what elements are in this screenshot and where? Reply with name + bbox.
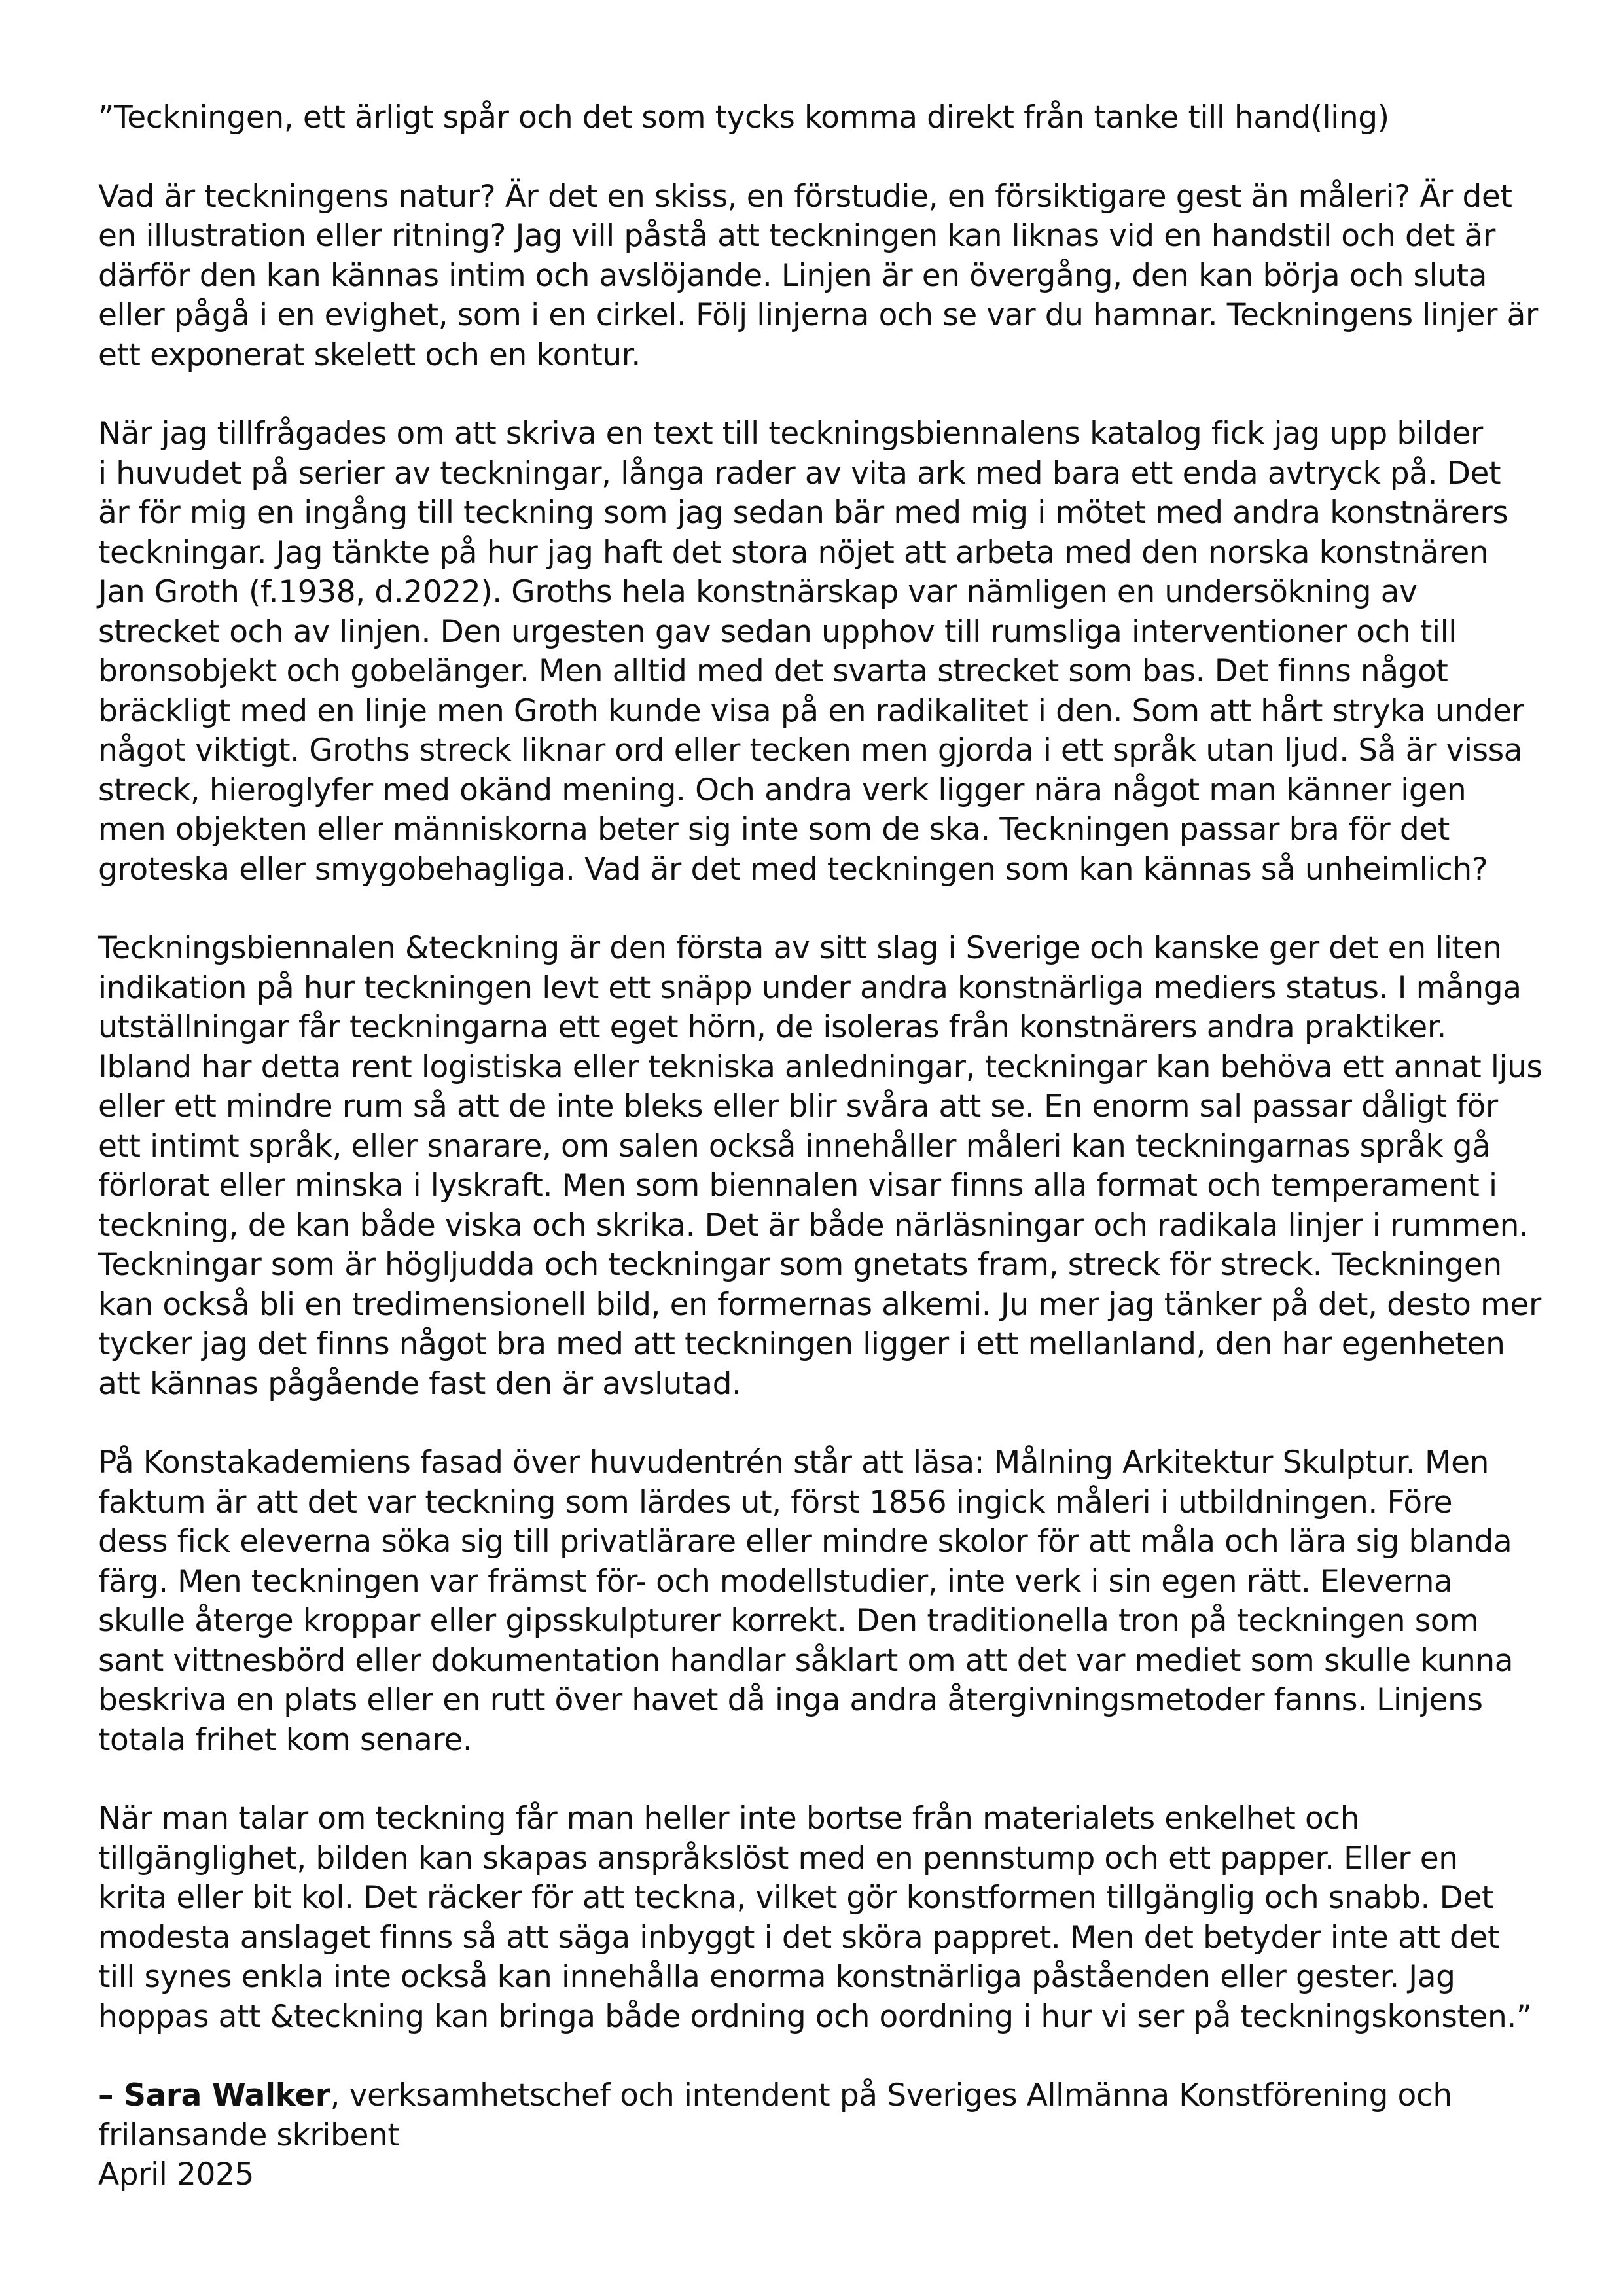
- text-line: färg. Men teckningen var främst för- och modellstudier, inte verk i sin egen rätt. Eleverna: [98, 1563, 1453, 1600]
- text-line: indikation på hur teckningen levt ett snäpp under andra konstnärliga mediers status. I många: [98, 969, 1522, 1006]
- text-line: Ibland har detta rent logistiska eller tekniska anledningar, teckningar kan behöva ett annat ljus: [98, 1049, 1543, 1085]
- text-line: skulle återge kroppar eller gipsskulpturer korrekt. Den traditionella tron på teckningen som: [98, 1603, 1479, 1639]
- text-line: streck, hieroglyfer med okänd mening. Och andra verk ligger nära något man känner igen: [98, 772, 1467, 808]
- document-page: [98, 98, 1543, 2195]
- signature-date: April 2025: [98, 2157, 254, 2193]
- text-line: dess fick eleverna söka sig till privatlärare eller mindre skolor för att måla och lära sig blanda: [98, 1524, 1512, 1560]
- text-line: men objekten eller människorna beter sig inte som de ska. Teckningen passar bra för det: [98, 812, 1450, 848]
- text-line: eller ett mindre rum så att de inte bleks eller blir svåra att se. En enorm sal passar dåligt för: [98, 1088, 1498, 1124]
- text-line: modesta anslaget finns så att säga inbyggt i det sköra pappret. Men det betyder inte att det: [98, 1919, 1500, 1956]
- text-line: När jag tillfrågades om att skriva en text till teckningsbiennalens katalog fick jag upp bilder: [98, 416, 1483, 452]
- paragraph: [98, 177, 1538, 376]
- text-line: När man talar om teckning får man heller inte bortse från materialets enkelhet och: [98, 1801, 1360, 1837]
- text-line: till synes enkla inte också kan innehålla enorma konstnärliga påståenden eller gester. Jag: [98, 1959, 1455, 1995]
- text-line: strecket och av linjen. Den urgesten gav sedan upphov till rumsliga interventioner och till: [98, 613, 1457, 650]
- text-line: bräckligt med en linje men Groth kunde visa på en radikalitet i den. Som att hårt stryka under: [98, 692, 1524, 729]
- author-role: , verksamhetschef och intendent på Sveriges Allmänna Konstförening och: [330, 2077, 1452, 2113]
- text-line: På Konstakademiens fasad över huvudentrén står att läsa: Målning Arkitektur Skulptur. Men: [98, 1444, 1489, 1480]
- text-line: faktum är att det var teckning som lärdes ut, först 1856 ingick måleri i utbildningen. Före: [98, 1484, 1453, 1520]
- text-line: utställningar får teckningarna ett eget hörn, de isoleras från konstnärers andra praktiker.: [98, 1009, 1446, 1045]
- text-line: krita eller bit kol. Det räcker för att teckna, vilket gör konstformen tillgänglig och snabb. Det: [98, 1880, 1493, 1916]
- paragraph: [98, 929, 1543, 1404]
- text-line: tillgänglighet, bilden kan skapas anspråkslöst med en pennstump och ett papper. Eller en: [98, 1840, 1458, 1876]
- paragraph: [98, 414, 1538, 889]
- text-line: teckning, de kan både viska och skrika. Det är både närläsningar och radikala linjer i rummen.: [98, 1207, 1529, 1244]
- text-line: förlorat eller minska i lyskraft. Men som biennalen visar finns alla format och temperament i: [98, 1168, 1497, 1204]
- text-line: Teckningar som är högljudda och teckningar som gnetats fram, streck för streck. Teckningen: [98, 1247, 1502, 1283]
- text-line: bronsobjekt och gobelänger. Men alltid med det svarta strecket som bas. Det finns något: [98, 653, 1448, 689]
- text-line: teckningar. Jag tänkte på hur jag haft det stora nöjet att arbeta med den norska konstnären: [98, 534, 1489, 571]
- signature-block: [98, 2076, 1538, 2195]
- author-name: – Sara Walker: [98, 2077, 330, 2113]
- text-line: tycker jag det finns något bra med att teckningen ligger i ett mellanland, den har egenheten: [98, 1326, 1505, 1362]
- text-line: groteska eller smygobehagliga. Vad är det med teckningen som kan kännas så unheimlich?: [98, 851, 1488, 888]
- text-line: därför den kan kännas intim och avslöjande. Linjen är en övergång, den kan börja och sluta: [98, 257, 1488, 294]
- text-line: beskriva en plats eller en rutt över havet då inga andra återgivningsmetoder fanns. Linjens: [98, 1682, 1483, 1718]
- paragraph: [98, 1799, 1538, 2037]
- document-body: [98, 98, 1543, 2037]
- text-line: hoppas att &teckning kan bringa både ordning och oordning i hur vi ser på teckningskonsten.”: [98, 1998, 1532, 2035]
- text-line: ett exponerat skelett och en kontur.: [98, 336, 641, 373]
- text-line: Vad är teckningens natur? Är det en skiss, en förstudie, en försiktigare gest än måleri? Är det: [98, 178, 1512, 215]
- text-line: ”Teckningen, ett ärligt spår och det som tycks komma direkt från tanke till hand(ling): [98, 99, 1389, 135]
- text-line: i huvudet på serier av teckningar, långa rader av vita ark med bara ett enda avtryck på. Det: [98, 455, 1501, 492]
- paragraph: [98, 98, 1538, 138]
- signature-line-1: [98, 2076, 1538, 2116]
- text-line: ett intimt språk, eller snarare, om salen också innehåller måleri kan teckningarnas språk gå: [98, 1128, 1491, 1164]
- text-line: Jan Groth (f.1938, d.2022). Groths hela konstnärskap var nämligen en undersökning av: [98, 574, 1418, 610]
- text-line: är för mig en ingång till teckning som jag sedan bär med mig i mötet med andra konstnärers: [98, 495, 1508, 531]
- text-line: sant vittnesbörd eller dokumentation handlar såklart om att det var mediet som skulle kunna: [98, 1642, 1514, 1679]
- text-line: något viktigt. Groths streck liknar ord eller tecken men gjorda i ett språk utan ljud. Så är vissa: [98, 732, 1523, 768]
- text-line: kan också bli en tredimensionell bild, en formernas alkemi. Ju mer jag tänker på det, desto mer: [98, 1286, 1541, 1323]
- text-line: eller pågå i en evighet, som i en cirkel. Följ linjerna och se var du hamnar. Teckningens linjer är: [98, 297, 1538, 333]
- text-line: en illustration eller ritning? Jag vill påstå att teckningen kan liknas vid en handstil och det är: [98, 218, 1495, 254]
- author-role-continued: frilansande skribent: [98, 2117, 400, 2153]
- text-line: Teckningsbiennalen &teckning är den första av sitt slag i Sverige och kanske ger det en liten: [98, 930, 1502, 966]
- paragraph: [98, 1443, 1538, 1760]
- text-line: att kännas pågående fast den är avslutad.: [98, 1365, 741, 1402]
- text-line: totala frihet kom senare.: [98, 1721, 473, 1758]
